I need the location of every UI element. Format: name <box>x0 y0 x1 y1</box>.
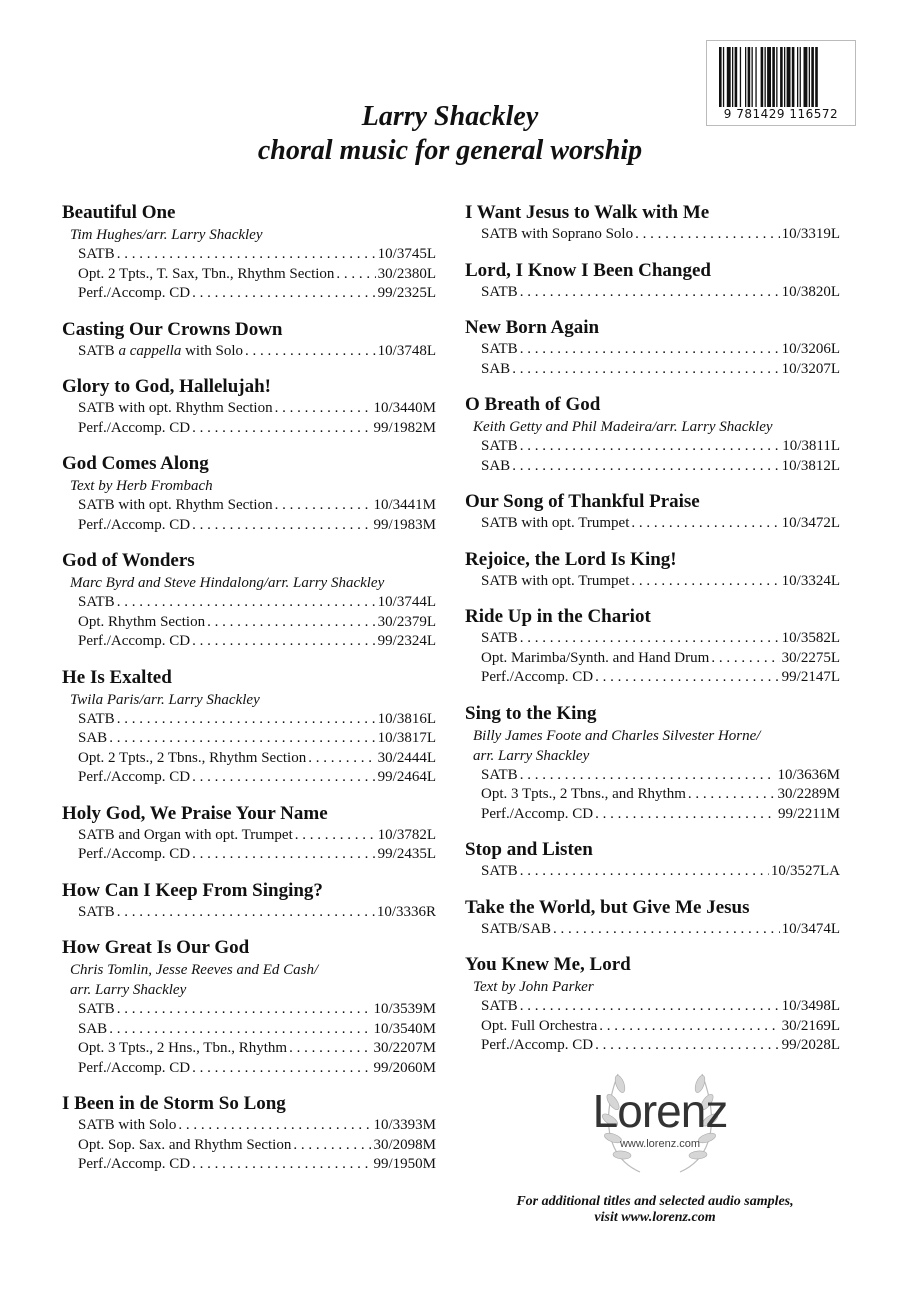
barcode-bars <box>719 47 845 107</box>
dot-leader <box>599 1017 779 1037</box>
dot-leader <box>192 516 371 536</box>
catalog-number: 99/2435L <box>377 846 436 862</box>
catalog-number: 30/2169L <box>781 1017 840 1034</box>
song-entry <box>465 548 840 592</box>
edition-description: SATB <box>78 710 115 727</box>
dot-leader <box>289 1039 371 1059</box>
header <box>0 100 900 168</box>
edition-row <box>62 399 436 419</box>
song-entry <box>465 201 840 245</box>
page-title: Larry Shackley <box>361 101 539 132</box>
edition-description: SAB <box>481 360 511 377</box>
barcode-bar <box>787 47 791 107</box>
dot-leader <box>308 749 375 769</box>
song-credit: Chris Tomlin, Jesse Reeves and Ed Cash/ <box>70 962 319 978</box>
edition-row <box>62 516 436 536</box>
footer-line-2: visit www.lorenz.com <box>594 1210 716 1225</box>
edition-description: SATB <box>481 283 518 300</box>
edition-row <box>465 668 840 688</box>
edition-description: SAB <box>78 1020 108 1037</box>
catalog-number: 30/2207M <box>373 1040 436 1056</box>
edition-description: SATB with opt. Rhythm Section <box>78 400 273 416</box>
edition-description: SATB <box>78 1001 115 1017</box>
edition-description: Opt. 3 Tpts., 2 Tbns., and Rhythm <box>481 786 686 802</box>
edition-row <box>465 340 840 360</box>
catalog-number: 99/2324L <box>377 633 436 649</box>
page-subtitle: choral music for general worship <box>257 135 643 166</box>
catalog-number: 10/3206L <box>781 341 840 357</box>
edition-row <box>62 1136 436 1156</box>
song-credit: Marc Byrd and Steve Hindalong/arr. Larry Shackley <box>70 575 385 591</box>
song-title[interactable]: God Comes Along <box>62 453 209 474</box>
catalog-number: 10/3498L <box>781 998 840 1014</box>
song-credit: arr. Larry Shackley <box>473 747 590 764</box>
catalog-number: 10/3324L <box>781 572 840 589</box>
song-title[interactable]: How Great Is Our God <box>62 937 250 958</box>
edition-row <box>62 342 436 362</box>
edition-description: Perf./Accomp. CD <box>78 633 191 649</box>
footer-line-1: For additional titles and selected audio samples, <box>516 1194 794 1209</box>
catalog-number: 10/3816L <box>377 710 436 727</box>
barcode-bar <box>755 47 756 107</box>
dot-leader <box>109 729 375 749</box>
song-entry <box>465 259 840 303</box>
catalog-number: 10/3540M <box>373 1020 436 1037</box>
song-title[interactable]: He Is Exalted <box>62 666 172 688</box>
song-entry <box>62 936 436 1078</box>
catalog-number: 99/2211M <box>778 805 840 822</box>
edition-description: Perf./Accomp. CD <box>78 1156 191 1172</box>
dot-leader <box>117 710 376 730</box>
edition-description: SATB with Soprano Solo <box>481 226 634 242</box>
song-entry <box>62 201 436 304</box>
barcode-bar <box>772 47 775 107</box>
edition-row <box>62 1039 436 1059</box>
song-credit: Text by Herb Frombach <box>70 478 213 494</box>
edition-row <box>62 632 436 652</box>
logo-wordmark: Lorenz <box>592 1085 728 1137</box>
edition-row <box>465 997 840 1017</box>
edition-description <box>78 342 243 362</box>
song-title[interactable]: Holy God, We Praise Your Name <box>62 802 328 824</box>
edition-description: SATB and Organ with opt. Trumpet <box>78 826 293 843</box>
barcode-bar <box>811 47 814 107</box>
dot-leader <box>117 1000 372 1020</box>
dot-leader <box>295 826 376 846</box>
catalog-number: 99/1950M <box>373 1156 436 1172</box>
edition-row <box>62 768 436 788</box>
edition-row <box>62 1059 436 1079</box>
catalog-number: 10/3820L <box>781 283 840 300</box>
barcode-bar <box>761 47 764 107</box>
edition-description: SATB <box>78 246 115 262</box>
catalog-number: 10/3207L <box>781 360 840 377</box>
catalog-number: 10/3336R <box>376 903 436 920</box>
song-title[interactable]: Casting Our Crowns Down <box>62 318 283 340</box>
song-title[interactable]: I Want Jesus to Walk with Me <box>465 202 710 223</box>
song-credit: arr. Larry Shackley <box>70 982 187 998</box>
edition-description: Perf./Accomp. CD <box>78 769 191 785</box>
dot-leader <box>192 419 371 439</box>
song-credit: Billy James Foote and Charles Silvester Horne/ <box>473 727 761 744</box>
song-credit: Tim Hughes/arr. Larry Shackley <box>70 227 263 243</box>
barcode-bar <box>748 47 751 107</box>
catalog-number: 99/1982M <box>373 419 436 436</box>
edition-row <box>62 710 436 730</box>
dot-leader <box>275 496 372 516</box>
edition-description: SATB/SAB <box>481 920 552 937</box>
song-entry <box>62 318 436 362</box>
barcode-bar <box>809 47 810 107</box>
song-entry <box>62 452 436 535</box>
song-entry <box>62 1092 436 1175</box>
edition-description: Perf./Accomp. CD <box>78 419 191 436</box>
edition-description: SATB <box>481 630 518 646</box>
song-title[interactable]: Stop and Listen <box>465 839 593 860</box>
edition-row <box>465 862 840 882</box>
edition-row <box>465 920 840 940</box>
dot-leader <box>520 437 781 457</box>
barcode-bar <box>723 47 724 107</box>
dot-leader <box>275 399 372 419</box>
song-entry <box>465 393 840 476</box>
edition-row <box>62 826 436 846</box>
catalog-number: 10/3319L <box>781 226 840 242</box>
edition-row <box>62 593 436 613</box>
barcode-bar <box>776 47 777 107</box>
catalog-number: 10/3582L <box>781 630 840 646</box>
edition-description-pre: SATB <box>78 342 119 359</box>
dot-leader <box>512 360 779 380</box>
edition-row <box>465 649 840 669</box>
edition-row <box>62 845 436 865</box>
catalog-number: 10/3748L <box>377 342 436 359</box>
edition-description: Opt. Full Orchestra <box>481 1017 598 1034</box>
song-title[interactable]: O Breath of God <box>465 394 601 415</box>
edition-description: Perf./Accomp. CD <box>481 669 594 685</box>
dot-leader <box>520 766 776 786</box>
edition-row <box>465 457 840 477</box>
song-entry <box>465 605 840 688</box>
edition-row <box>62 265 436 285</box>
catalog-number: 99/2147L <box>781 669 840 685</box>
barcode-bar <box>792 47 795 107</box>
edition-description: SATB with Solo <box>78 1117 177 1133</box>
edition-row <box>465 225 840 245</box>
catalog-number: 30/2379L <box>377 613 436 630</box>
barcode-bar <box>767 47 771 107</box>
edition-description: Perf./Accomp. CD <box>78 846 191 862</box>
edition-row <box>62 496 436 516</box>
song-entry <box>62 549 436 652</box>
edition-description-post: with Solo <box>181 342 244 359</box>
dot-leader <box>117 593 376 613</box>
barcode-bar <box>784 47 785 107</box>
catalog-number: 10/3440M <box>373 400 436 416</box>
song-credit: Text by John Parker <box>473 979 594 995</box>
edition-description: Perf./Accomp. CD <box>481 805 594 822</box>
edition-row <box>465 1036 840 1056</box>
edition-row <box>465 805 840 825</box>
dot-leader <box>192 1059 371 1079</box>
edition-row <box>62 1155 436 1175</box>
edition-description: Opt. 2 Tpts., T. Sax, Tbn., Rhythm Section <box>78 265 335 282</box>
catalog-number: 99/2028L <box>781 1037 840 1053</box>
dot-leader <box>293 1136 371 1156</box>
catalog-number: 10/3817L <box>377 730 436 746</box>
catalog-number: 99/1983M <box>373 516 436 533</box>
edition-description: SAB <box>481 457 511 474</box>
edition-row <box>62 749 436 769</box>
edition-description: Opt. 2 Tpts., 2 Tbns., Rhythm Section <box>78 749 307 766</box>
song-entry <box>62 879 436 923</box>
song-title[interactable]: Rejoice, the Lord Is King! <box>465 548 677 570</box>
edition-row <box>62 729 436 749</box>
edition-row <box>465 766 840 786</box>
dot-leader <box>192 1155 371 1175</box>
edition-description: SATB <box>481 438 518 454</box>
catalog-number: 99/2464L <box>377 769 436 785</box>
dot-leader <box>688 785 776 805</box>
catalog-number: 30/2289M <box>777 786 840 802</box>
catalog-number: 30/2380L <box>377 265 436 282</box>
catalog-number: 10/3539M <box>373 1001 436 1017</box>
edition-row <box>465 629 840 649</box>
edition-description: Perf./Accomp. CD <box>481 1037 594 1053</box>
edition-row <box>465 1017 840 1037</box>
catalog-number: 30/2444L <box>377 749 436 766</box>
dot-leader <box>553 920 780 940</box>
barcode-bar <box>740 47 741 107</box>
edition-description: SATB <box>78 903 115 920</box>
edition-description: Opt. 3 Tpts., 2 Hns., Tbn., Rhythm <box>78 1040 288 1056</box>
dot-leader <box>631 572 779 592</box>
dot-leader <box>520 629 780 649</box>
edition-row <box>465 437 840 457</box>
catalog-number: 10/3441M <box>373 497 436 513</box>
barcode-bar <box>780 47 783 107</box>
dot-leader <box>520 340 780 360</box>
edition-description: SATB with opt. Trumpet <box>481 515 630 531</box>
catalog-number: 99/2325L <box>377 285 436 301</box>
catalog-number: 10/3812L <box>781 457 840 474</box>
song-entry <box>465 953 840 1056</box>
edition-description: Opt. Marimba/Synth. and Hand Drum <box>481 649 710 666</box>
song-title[interactable]: Sing to the King <box>465 702 597 724</box>
song-title[interactable]: You Knew Me, Lord <box>465 954 631 975</box>
song-entry <box>62 802 436 865</box>
barcode-bar <box>732 47 733 107</box>
song-title[interactable]: New Born Again <box>465 317 600 338</box>
song-entry <box>465 838 840 882</box>
edition-row <box>62 613 436 633</box>
barcode-bar <box>727 47 731 107</box>
song-title[interactable]: God of Wonders <box>62 550 195 571</box>
catalog-number: 10/3393M <box>373 1117 436 1133</box>
song-entry <box>465 896 840 940</box>
song-title[interactable]: Our Song of Thankful Praise <box>465 491 700 512</box>
isbn-number: 9 781429 116572 <box>723 107 839 121</box>
barcode-bar <box>797 47 798 107</box>
edition-row <box>62 284 436 304</box>
song-title[interactable]: Beautiful One <box>62 202 176 223</box>
barcode-bar <box>745 47 746 107</box>
song-entry <box>465 490 840 534</box>
right-column <box>465 201 840 1070</box>
edition-description: SATB <box>78 594 115 610</box>
song-entry <box>62 666 436 788</box>
edition-description-italic: a cappella <box>118 342 182 359</box>
barcode-bar <box>815 47 818 107</box>
catalog-number: 10/3744L <box>377 594 436 610</box>
catalog-number: 10/3811L <box>782 438 840 454</box>
dot-leader <box>595 1036 780 1056</box>
dot-leader <box>109 1020 371 1040</box>
edition-description: SATB <box>481 863 518 879</box>
barcode-bar <box>735 47 738 107</box>
edition-description: Opt. Sop. Sax. and Rhythm Section <box>78 1136 292 1153</box>
barcode-bar <box>800 47 801 107</box>
dot-leader <box>595 805 776 825</box>
catalog-number: 10/3782L <box>377 826 436 843</box>
lorenz-logo[interactable] <box>580 1062 740 1180</box>
song-entry <box>465 316 840 379</box>
edition-row <box>465 360 840 380</box>
edition-row <box>465 785 840 805</box>
dot-leader <box>520 283 780 303</box>
catalog-number: 10/3472L <box>781 515 840 531</box>
song-title[interactable]: Take the World, but Give Me Jesus <box>465 896 750 918</box>
dot-leader <box>520 862 769 882</box>
logo-url: www.lorenz.com <box>619 1138 701 1150</box>
edition-row <box>465 514 840 534</box>
barcode-bar <box>804 47 808 107</box>
barcode-bar <box>765 47 766 107</box>
dot-leader <box>520 997 780 1017</box>
song-title[interactable]: Ride Up in the Chariot <box>465 606 651 627</box>
barcode-bar <box>752 47 753 107</box>
dot-leader <box>207 613 376 633</box>
edition-row <box>62 1116 436 1136</box>
dot-leader <box>192 845 376 865</box>
edition-description: SATB <box>481 341 518 357</box>
catalog-number: 10/3474L <box>781 920 840 937</box>
edition-description: SATB <box>481 766 518 783</box>
catalog-number: 10/3745L <box>377 246 436 262</box>
edition-description: SATB <box>481 998 518 1014</box>
dot-leader <box>192 768 376 788</box>
left-column <box>62 201 436 1189</box>
song-credit: Keith Getty and Phil Madeira/arr. Larry Shackley <box>473 419 773 435</box>
song-title[interactable]: I Been in de Storm So Long <box>62 1093 286 1114</box>
song-title[interactable]: Glory to God, Hallelujah! <box>62 376 271 397</box>
edition-row <box>465 572 840 592</box>
edition-description: SATB with opt. Trumpet <box>481 572 630 589</box>
catalog-number: 10/3636M <box>777 766 840 783</box>
dot-leader <box>117 903 375 923</box>
edition-row <box>62 1020 436 1040</box>
catalog-number: 30/2098M <box>373 1136 436 1153</box>
edition-row <box>62 245 436 265</box>
edition-description: Perf./Accomp. CD <box>78 516 191 533</box>
dot-leader <box>336 265 375 285</box>
footer-note <box>480 1194 830 1226</box>
dot-leader <box>117 245 376 265</box>
catalog-number: 30/2275L <box>781 649 840 666</box>
edition-row <box>62 903 436 923</box>
song-title[interactable]: Lord, I Know I Been Changed <box>465 259 711 281</box>
song-title[interactable]: How Can I Keep From Singing? <box>62 879 323 901</box>
catalog-number: 99/2060M <box>373 1059 436 1076</box>
edition-row <box>62 419 436 439</box>
dot-leader <box>595 668 780 688</box>
song-credit: Twila Paris/arr. Larry Shackley <box>70 691 260 708</box>
edition-description: SATB with opt. Rhythm Section <box>78 497 273 513</box>
song-entry <box>62 375 436 438</box>
edition-row <box>62 1000 436 1020</box>
dot-leader <box>192 284 376 304</box>
dot-leader <box>631 514 779 534</box>
dot-leader <box>192 632 376 652</box>
catalog-number: 10/3527LA <box>770 863 840 879</box>
edition-description: Opt. Rhythm Section <box>78 613 206 630</box>
song-entry <box>465 702 840 825</box>
edition-row <box>465 283 840 303</box>
edition-description: Perf./Accomp. CD <box>78 1059 191 1076</box>
dot-leader <box>711 649 779 669</box>
dot-leader <box>178 1116 371 1136</box>
edition-description: Perf./Accomp. CD <box>78 285 191 301</box>
dot-leader <box>512 457 779 477</box>
dot-leader <box>245 342 376 362</box>
dot-leader <box>635 225 780 245</box>
edition-description: SAB <box>78 730 108 746</box>
barcode-bar <box>719 47 722 107</box>
